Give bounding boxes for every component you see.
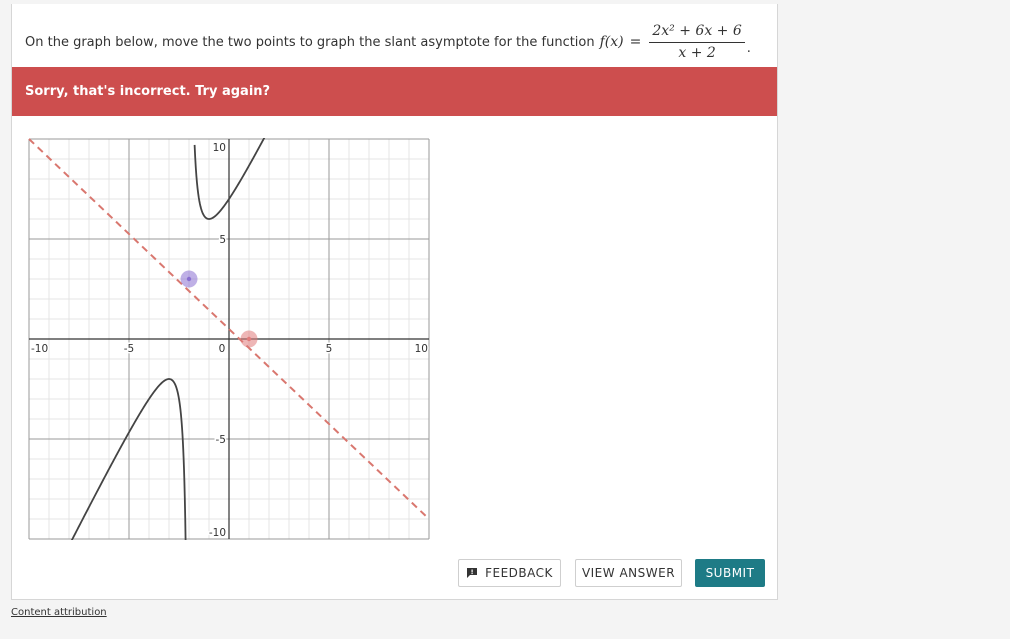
- question-card: [11, 4, 778, 600]
- draggable-points[interactable]: [181, 271, 258, 348]
- x-tick-label: -5: [123, 343, 135, 355]
- fraction-denominator: x + 2: [678, 45, 716, 61]
- incorrect-message: Sorry, that's incorrect. Try again?: [25, 84, 271, 99]
- function-fraction: [649, 23, 744, 61]
- y-tick-label: 5: [219, 234, 226, 246]
- feedback-icon: [466, 567, 478, 579]
- question-prompt: [25, 18, 751, 66]
- function-name: f(x): [599, 34, 624, 50]
- submit-label: SUBMIT: [705, 566, 755, 580]
- y-tick-label: 10: [212, 142, 226, 154]
- view-answer-label: VIEW ANSWER: [581, 566, 676, 580]
- view-answer-button[interactable]: [575, 559, 682, 587]
- point-2-dot[interactable]: [247, 337, 251, 341]
- content-attribution-link[interactable]: Content attribution: [11, 607, 107, 618]
- incorrect-banner: [12, 67, 777, 116]
- function-curve-right-branch: [195, 138, 429, 219]
- y-tick-label: -10: [208, 527, 226, 539]
- coordinate-graph[interactable]: [28, 138, 430, 540]
- x-tick-label: 5: [325, 343, 333, 355]
- y-tick-label: -5: [215, 434, 226, 446]
- x-tick-label: 0: [218, 343, 226, 355]
- submit-button[interactable]: [695, 559, 765, 587]
- x-tick-label: -10: [31, 343, 49, 355]
- equals-sign: =: [629, 34, 642, 50]
- feedback-button[interactable]: [458, 559, 561, 587]
- fraction-numerator: 2x² + 6x + 6: [649, 23, 744, 43]
- feedback-label: FEEDBACK: [485, 566, 553, 580]
- x-tick-label: 10: [414, 343, 428, 355]
- prompt-text: On the graph below, move the two points to graph the slant asymptote for the function: [25, 34, 595, 50]
- prompt-period: .: [746, 41, 751, 56]
- point-1-dot[interactable]: [187, 277, 191, 281]
